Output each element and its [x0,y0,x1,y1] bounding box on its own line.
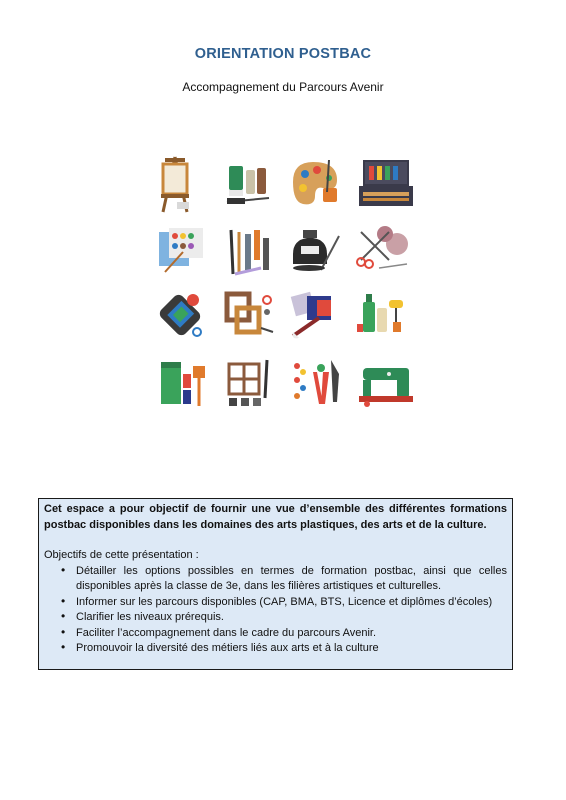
list-item: • Promouvoir la diversité des métiers liés aux arts et à la culture [44,641,507,657]
list-item: • Clarifier les niveaux prérequis. [44,610,507,626]
ink-bottle-icon [293,230,339,271]
info-box [38,498,513,670]
paint-cans-brush-icon [161,362,205,406]
page-title: ORIENTATION POSTBAC [194,46,372,62]
watercolor-paper-icon [159,228,203,272]
list-item: • Informer sur les parcours disponibles (CAP, BMA, BTS, Licence et diplômes d’écoles) [44,595,507,611]
art-supplies-illustration [153,152,415,414]
easel-icon [161,157,189,212]
objectives-list [44,564,507,657]
scissors-yarn-icon [357,226,408,268]
beads-tools-icon [294,360,339,404]
page-subtitle: Accompagnement du Parcours Avenir [182,80,384,94]
sewing-machine-icon [359,368,413,407]
frames-icon [227,294,273,332]
objectives-title: Objectifs de cette présentation : [44,549,199,561]
paint-bottles-roller-icon [357,294,403,332]
brushes-markers-icon [231,230,269,274]
intro-text: Cet espace a pour objectif de fournir une vue d’ensemble des différentes formations postbac disponibles dans les domaines des arts plastiques, des arts et de la culture. [44,503,507,531]
list-item: • Faciliter l’accompagnement dans le cadre du parcours Avenir. [44,626,507,642]
frame-pen-icon [229,360,267,406]
palette-icon [293,160,337,204]
paint-tubes-icon [227,166,269,204]
paper-cutter-icon [291,292,331,339]
list-item: • Détailler les options possibles en termes de formation postbac, ainsi que celles disponibles après la classe de 3e, dans les filières artistiques et culturelles. [44,564,507,595]
paint-box-icon [359,160,413,206]
sewing-kit-icon [157,292,202,337]
